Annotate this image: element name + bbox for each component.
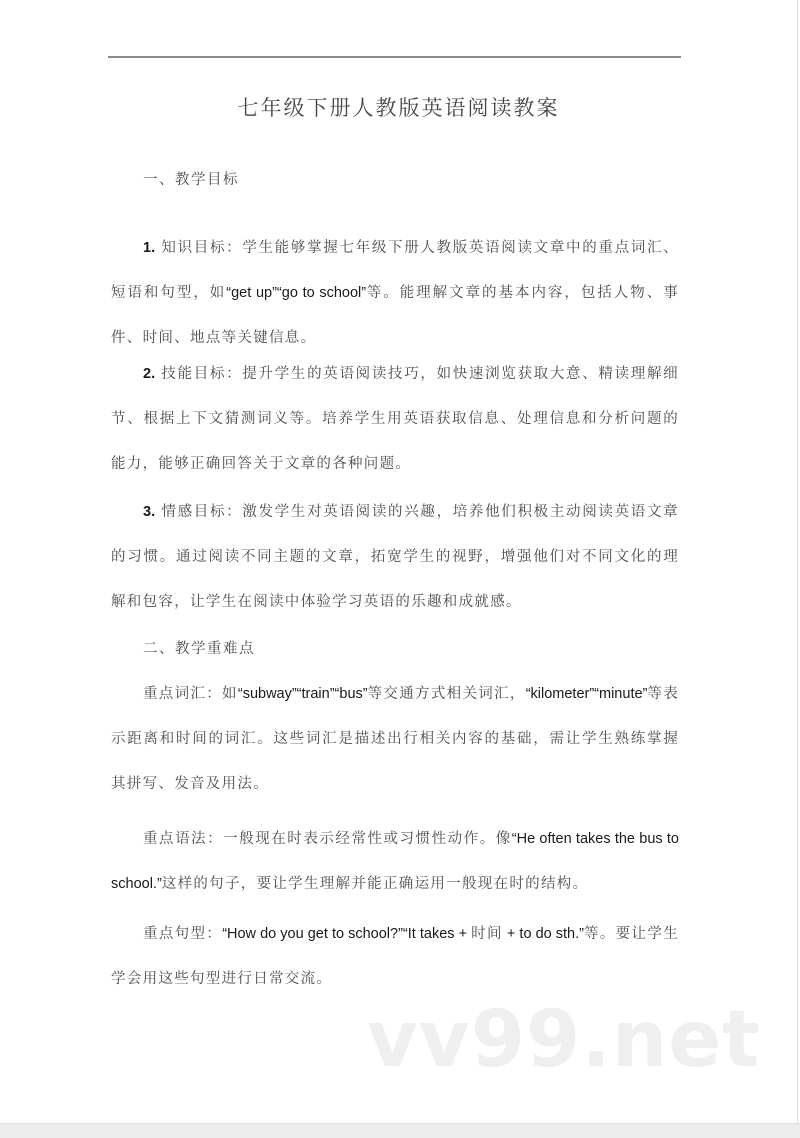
paragraph-key-sentence-patterns: 重点句型：“How do you get to school?”“It takes + 时间 + to do sth.”等。要让学生学会用这些句型进行日常交流。 (111, 926, 679, 987)
paragraph-emotional-objective: 3. 情感目标：激发学生对英语阅读的兴趣，培养他们积极主动阅读英语文章的习惯。通过阅读不同主题的文章，拓宽学生的视野，增强他们对不同文化的理解和包容，让学生在阅读中体验学习英语的乐趣和成就感。 (111, 504, 679, 610)
section-heading-key-points: 二、教学重难点 (143, 641, 255, 657)
paragraph-knowledge-objective: 1. 知识目标：学生能够掌握七年级下册人教版英语阅读文章中的重点词汇、短语和句型，如“get up”“go to school”等。能理解文章的基本内容，包括人物、事件、时间、地点等关键信息。 (111, 240, 679, 346)
section-heading-objectives: 一、教学目标 (143, 172, 239, 188)
paragraph-key-vocabulary: 重点词汇：如“subway”“train”“bus”等交通方式相关词汇，“kilometer”“minute”等表示距离和时间的词汇。这些词汇是描述出行相关内容的基础，需让学生熟练掌握其拼写、发音及用法。 (111, 686, 679, 792)
header-rule (108, 56, 681, 58)
page-bottom-edge (0, 1123, 800, 1138)
paragraph-key-grammar: 重点语法：一般现在时表示经常性或习惯性动作。像“He often takes the bus to school.”这样的句子，要让学生理解并能正确运用一般现在时的结构。 (111, 831, 679, 892)
paragraph-skill-objective: 2. 技能目标：提升学生的英语阅读技巧，如快速浏览获取大意、精读理解细节、根据上下文猜测词义等。培养学生用英语获取信息、处理信息和分析问题的能力，能够正确回答关于文章的各种问题。 (111, 366, 679, 472)
document-title: 七年级下册人教版英语阅读教案 (237, 96, 560, 120)
watermark: vv99.net (367, 995, 761, 1085)
